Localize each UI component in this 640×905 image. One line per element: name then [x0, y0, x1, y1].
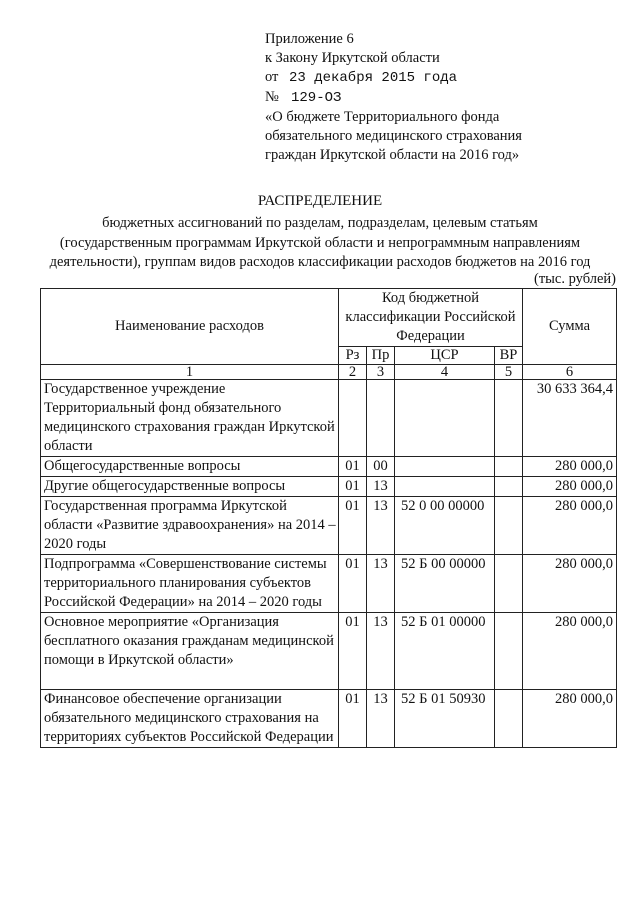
col-number: 1 [41, 365, 339, 380]
table-row [41, 555, 617, 613]
table-row [41, 380, 617, 457]
row-vr [495, 497, 523, 555]
row-name: Государственная программа Иркутской области «Развитие здравоохранения» на 2014 – 2020 годы [41, 497, 339, 555]
header-rz: Рз [339, 347, 367, 365]
row-vr [495, 555, 523, 613]
col-number: 4 [395, 365, 495, 380]
row-name: Государственное учреждение Территориальный фонд обязательного медицинского страхования граждан Иркутской области [41, 380, 339, 457]
row-pr: 13 [367, 690, 395, 748]
header-csr: ЦСР [395, 347, 495, 365]
row-csr [395, 477, 495, 497]
row-vr [495, 613, 523, 690]
row-vr [495, 690, 523, 748]
header-vr: ВР [495, 347, 523, 365]
row-sum: 30 633 364,4 [523, 380, 617, 457]
row-sum: 280 000,0 [523, 497, 617, 555]
subtitle-line-1: бюджетных ассигнований по разделам, подразделам, целевым статьям [102, 215, 538, 231]
annex-number: 129-ОЗ [291, 90, 342, 106]
header-name: Наименование расходов [41, 289, 339, 365]
row-rz [339, 380, 367, 457]
header-pr: Пр [367, 347, 395, 365]
annex-number-line [265, 88, 522, 108]
col-number: 3 [367, 365, 395, 380]
row-csr: 52 Б 01 50930 [395, 690, 495, 748]
annex-law-title-1: «О бюджете Территориального фонда [265, 109, 500, 125]
row-name: Основное мероприятие «Организация бесплатного оказания гражданам медицинской помощи в Иркутской области» [41, 613, 339, 690]
units-label: (тыс. рублей) [534, 271, 616, 287]
document-subtitle [20, 214, 620, 273]
table-row [41, 477, 617, 497]
row-csr: 52 Б 01 00000 [395, 613, 495, 690]
subtitle-line-3: деятельности), группам видов расходов классификации расходов бюджетов на 2016 год [49, 254, 591, 270]
row-sum: 280 000,0 [523, 477, 617, 497]
header-code-group: Код бюджетной классификации Российской Федерации [339, 289, 523, 347]
table-header-row [41, 289, 617, 347]
row-sum: 280 000,0 [523, 690, 617, 748]
row-pr: 13 [367, 613, 395, 690]
row-vr [495, 477, 523, 497]
table-row [41, 613, 617, 690]
col-number: 2 [339, 365, 367, 380]
row-vr [495, 380, 523, 457]
row-vr [495, 457, 523, 477]
row-pr: 13 [367, 477, 395, 497]
annex-from-label: от [265, 69, 279, 85]
row-rz: 01 [339, 613, 367, 690]
row-pr: 13 [367, 555, 395, 613]
row-name: Подпрограмма «Совершенствование системы территориального планирования субъектов Российской Федерации» на 2014 – 2020 годы [41, 555, 339, 613]
table-row [41, 497, 617, 555]
annex-date: 23 декабря 2015 года [289, 70, 458, 86]
row-name: Общегосударственные вопросы [41, 457, 339, 477]
row-pr [367, 380, 395, 457]
annex-law-title-2: обязательного медицинского страхования [265, 128, 522, 144]
budget-table [40, 288, 617, 748]
row-csr [395, 380, 495, 457]
row-rz: 01 [339, 555, 367, 613]
row-rz: 01 [339, 457, 367, 477]
row-sum: 280 000,0 [523, 457, 617, 477]
row-csr [395, 457, 495, 477]
row-sum: 280 000,0 [523, 613, 617, 690]
row-sum: 280 000,0 [523, 555, 617, 613]
col-number: 6 [523, 365, 617, 380]
row-name: Финансовое обеспечение организации обязательного медицинского страхования на территориях субъектов Российской Федерации [41, 690, 339, 748]
table-row [41, 457, 617, 477]
row-pr: 13 [367, 497, 395, 555]
row-rz: 01 [339, 690, 367, 748]
document-heading: РАСПРЕДЕЛЕНИЕ [257, 193, 383, 209]
header-sum: Сумма [523, 289, 617, 365]
row-rz: 01 [339, 477, 367, 497]
annex-law-title-3: граждан Иркутской области на 2016 год» [265, 147, 520, 163]
row-pr: 00 [367, 457, 395, 477]
col-number: 5 [495, 365, 523, 380]
annex-number-label: № [265, 89, 279, 105]
annex-title: Приложение 6 [265, 31, 354, 47]
subtitle-line-2: (государственным программам Иркутской области и непрограммным направлениям [59, 234, 581, 251]
row-name: Другие общегосударственные вопросы [41, 477, 339, 497]
column-numbers-row [41, 365, 617, 380]
row-rz: 01 [339, 497, 367, 555]
row-csr: 52 Б 00 00000 [395, 555, 495, 613]
table-row [41, 690, 617, 748]
annex-law: к Закону Иркутской области [265, 50, 440, 66]
annex-block [265, 30, 522, 165]
annex-date-line [265, 68, 522, 88]
row-csr: 52 0 00 00000 [395, 497, 495, 555]
